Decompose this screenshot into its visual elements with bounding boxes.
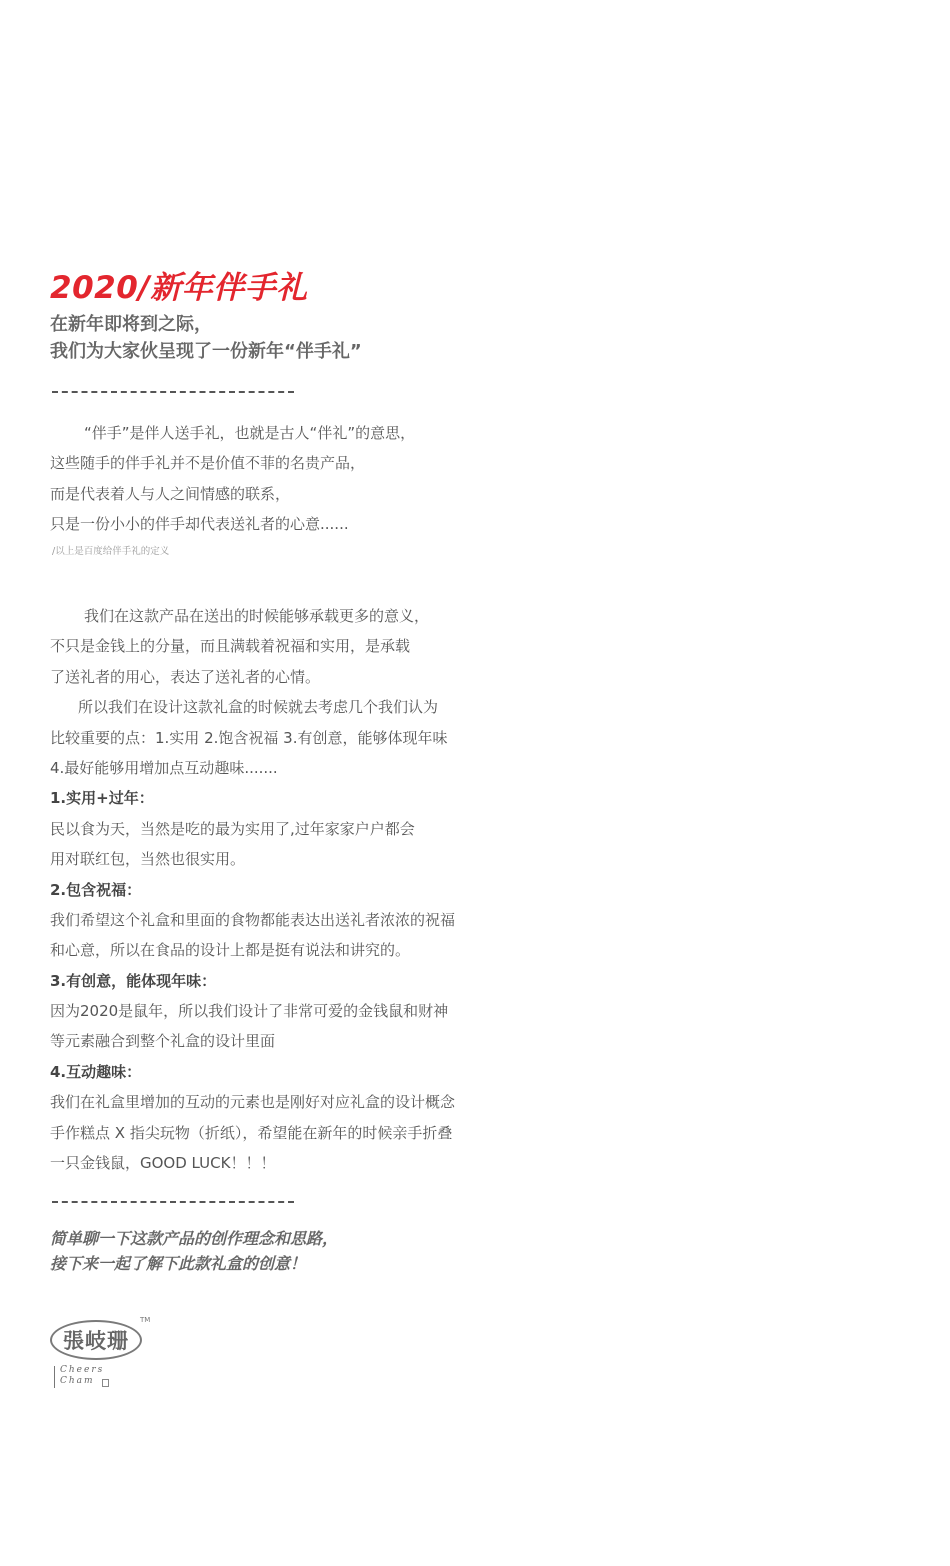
definition-line: 只是一份小小的伴手却代表送礼者的心意......	[50, 515, 349, 534]
logo-english-line-2: Cham	[60, 1376, 95, 1386]
closing-line-2: 接下来一起了解下此款礼盒的创意！	[50, 1254, 307, 1273]
body-line: 我们在这款产品在送出的时候能够承载更多的意义，	[84, 607, 430, 625]
body-line: 了送礼者的用心，表达了送礼者的心情。	[50, 667, 321, 686]
logo-english-line-1: Cheers	[60, 1365, 105, 1375]
dashed-divider-bottom	[52, 1201, 294, 1203]
point-line: 我们希望这个礼盒和里面的食物都能表达出送礼者浓浓的祝福	[50, 910, 456, 929]
body-line: 比较重要的点：1.实用 2.饱含祝福 3.有创意，能够体现年味	[50, 728, 448, 747]
logo-chinese-name: 張岐珊	[63, 1328, 129, 1353]
definition-note: /以上是百度给伴手礼的定义	[52, 546, 170, 557]
definition-line: 而是代表着人与人之间情感的联系，	[50, 484, 291, 503]
point-heading: 1.实用+过年：	[50, 789, 154, 808]
dashed-divider-top	[52, 391, 294, 393]
point-line: 一只金钱鼠，GOOD LUCK！！！	[50, 1154, 276, 1173]
body-line: 不只是金钱上的分量，而且满载着祝福和实用，是承载	[50, 637, 411, 656]
point-heading: 4.互动趣味：	[50, 1062, 142, 1081]
point-line: 因为2020是鼠年，所以我们设计了非常可爱的金钱鼠和财神	[50, 1002, 449, 1021]
logo-divider	[54, 1366, 55, 1388]
point-line: 我们在礼盒里增加的互动的元素也是刚好对应礼盒的设计概念	[50, 1093, 456, 1112]
point-line: 和心意，所以在食品的设计上都是挺有说法和讲究的。	[50, 941, 411, 960]
body-line: 4.最好能够用增加点互动趣味.......	[50, 758, 278, 777]
point-line: 民以食为天，当然是吃的最为实用了,过年家家户户都会	[50, 819, 415, 838]
seal-mark-icon	[102, 1379, 109, 1387]
point-line: 等元素融合到整个礼盒的设计里面	[50, 1032, 276, 1051]
closing-text	[50, 1226, 338, 1276]
logo-oval	[50, 1320, 142, 1360]
point-line: 手作糕点 X 指尖玩物（折纸），希望能在新年的时候亲手折叠	[50, 1123, 453, 1142]
point-heading: 3.有创意，能体现年味：	[50, 971, 217, 990]
page-title: 2020/新年伴手礼	[50, 270, 308, 306]
point-heading: 2.包含祝福：	[50, 880, 142, 899]
body-text	[50, 601, 455, 1178]
definition-line: 这些随手的伴手礼并不是价值不菲的名贵产品，	[50, 454, 366, 473]
trademark-symbol: TM	[140, 1316, 151, 1324]
point-line: 用对联红包，当然也很实用。	[50, 850, 246, 869]
brand-logo	[50, 1316, 150, 1391]
definition-paragraph	[50, 418, 415, 540]
subtitle-line-2: 我们为大家伙呈现了一份新年“伴手礼”	[50, 341, 362, 362]
subtitle-line-1: 在新年即将到之际，	[50, 314, 212, 335]
definition-line: “伴手”是伴人送手礼，也就是古人“伴礼”的意思，	[84, 424, 416, 442]
closing-line-1: 简单聊一下这款产品的创作理念和思路，	[50, 1229, 339, 1248]
body-line: 所以我们在设计这款礼盒的时候就去考虑几个我们认为	[78, 698, 439, 717]
